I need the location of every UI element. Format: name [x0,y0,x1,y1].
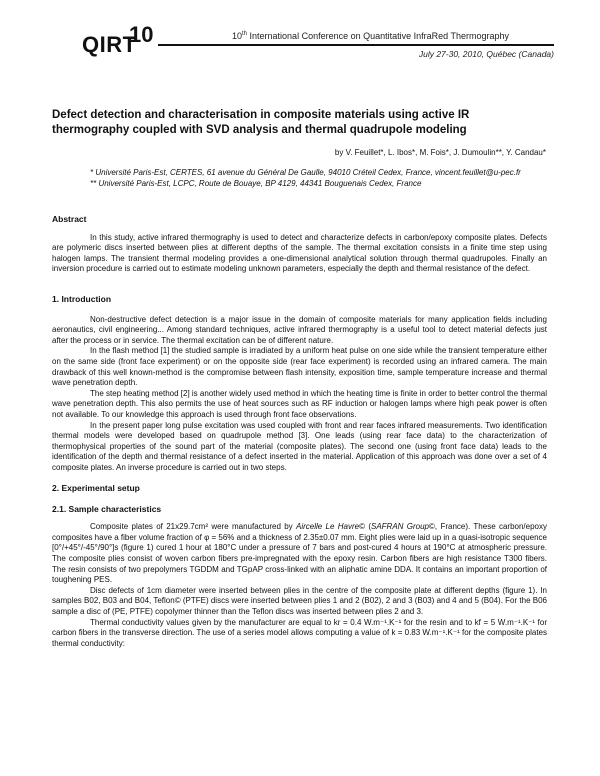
qirt-logo: QIRT [82,32,137,57]
header-rule [158,44,554,46]
affiliations [52,168,547,189]
paper-authors: by V. Feuillet*, L. Ibos*, M. Fois*, J. Dumoulin**, Y. Candau* [334,148,546,157]
intro-paragraph: Non-destructive defect detection is a major issue in the domain of composite materials for many application fields including aeronautics, civil engineering... Among standard techniques, active infrared thermography is a useful tool to detect material defects just after the process or in service. The thermal excitation can be of different nature. [52,314,547,345]
abstract-text: In this study, active infrared thermography is used to detect and characterize defects in carbon/epoxy composite plates. Defects are polymeric discs inserted between plies at different depths of the sample. The thermal excitation consists in a finite time step using halogen lamps. The transient thermal modeling provides a one-dimensional analytical solution through thermal quadrupoles. Finally an inversion procedure is carried out to estimate modeling unknown parameters, especially the depth and thermal resistance of the defect. [52,232,547,274]
experimental-paragraph: Composite plates of 21x29.7cm² were manufactured by Aircelle Le Havre© (SAFRAN Group©, France). These carbon/epoxy composites have a fiber volume fraction of φ = 56% and a thickness of 2.35±0.07 mm. Eight plies were laid up in a quasi-isotropic sequence [0°/+45°/-45°/90°]s (figure 1) cured 1 hour at 180°C under a pressure of 7 bars and post-cured 4 hours at 190°C at atmospheric pressure. The composite plies consist of woven carbon fibers pre-impregnated with the epoxy resin. Carbon fibers are high resistance T300 fibers. The resin consists of two prepolymers TGDDM and TGpAP cross-linked with an aliphatic amine DDA. It contains an important proportion of toughening PES. [52,522,547,585]
introduction-heading: 1. Introduction [52,294,112,304]
intro-paragraph: In the present paper long pulse excitation was used coupled with front and rear faces infrared measurements. Two identification thermal models were developed based on quadrupole method [3]. One leads (using rear face data) to the characterization of thermophysical properties of the sound part of the material (composite plates). The second one (using front face data) leads to the identification of the depth and thermal resistance of a defect inserted in the material. Application of this approach was done over a set of 4 composite plates. An inverse procedure is carried out in two steps. [52,420,547,472]
sample-characteristics-heading: 2.1. Sample characteristics [52,503,162,514]
affiliation-2: ** Université Paris-Est, LCPC, Route de Bouaye, BP 4129, 44341 Bouguenais Cedex, France [90,178,422,188]
intro-paragraph: In the flash method [1] the studied sample is irradiated by a uniform heat pulse on one side while the transient temperature either on the same side (front face experiment) or on the opposite side (rear face experiment) is recorded using an infrared camera. The main drawback of this well known-method is the compromise between flash intensity, exposition time, sample temperature increase and thermal wave penetration depth. [52,346,547,388]
abstract-heading: Abstract [52,214,87,224]
conference-title: 10th International Conference on Quantitative InfraRed Thermography [232,31,510,41]
introduction-section [52,294,547,474]
abstract-section [52,214,547,275]
intro-paragraph: The step heating method [2] is another widely used method in which the heating time is finite in order to better control the thermal wave penetration depth. This also permits the use of heat sources such as RF induction or halogen lamps where high peak power is often not available. To our knowledge this approach is used through front face observations. [52,388,547,419]
qirt-logo-number: 10 [129,22,154,47]
experimental-heading: 2. Experimental setup [52,483,140,493]
paper-title: Defect detection and characterisation in composite materials using active IR thermography coupled with SVD analysis and thermal quadrupole modeling [52,109,470,136]
conference-date: July 27-30, 2010, Québec (Canada) [418,49,554,59]
experimental-section [52,483,547,649]
affiliation-1: * Université Paris-Est, CERTES, 61 avenue du Général De Gaulle, 94010 Créteil Cedex, France, vincent.feuillet@u-pec.fr [90,168,521,177]
experimental-paragraph: Disc defects of 1cm diameter were inserted between plies in the centre of the composite plate at different depths (figure 1). In samples B02, B03 and B04, Teflon© (PTFE) discs were inserted between plies 1 and 2 (B02), 2 and 3 (B03) and 4 and 5 (B04). For the B06 sample a disc of (PE, PTFE) copolymer thinner than the Teflon discs was inserted between plies 2 and 3. [52,585,547,616]
experimental-paragraph: Thermal conductivity values given by the manufacturer are equal to kr = 0.4 W.m⁻¹.K⁻¹ for the resin and to kf = 5 W.m⁻¹.K⁻¹ for carbon fibers in the transverse direction. The use of a series model allows computing a value of k = 0.83 W.m⁻¹.K⁻¹ for the composite plates thermal conductivity: [52,617,547,648]
